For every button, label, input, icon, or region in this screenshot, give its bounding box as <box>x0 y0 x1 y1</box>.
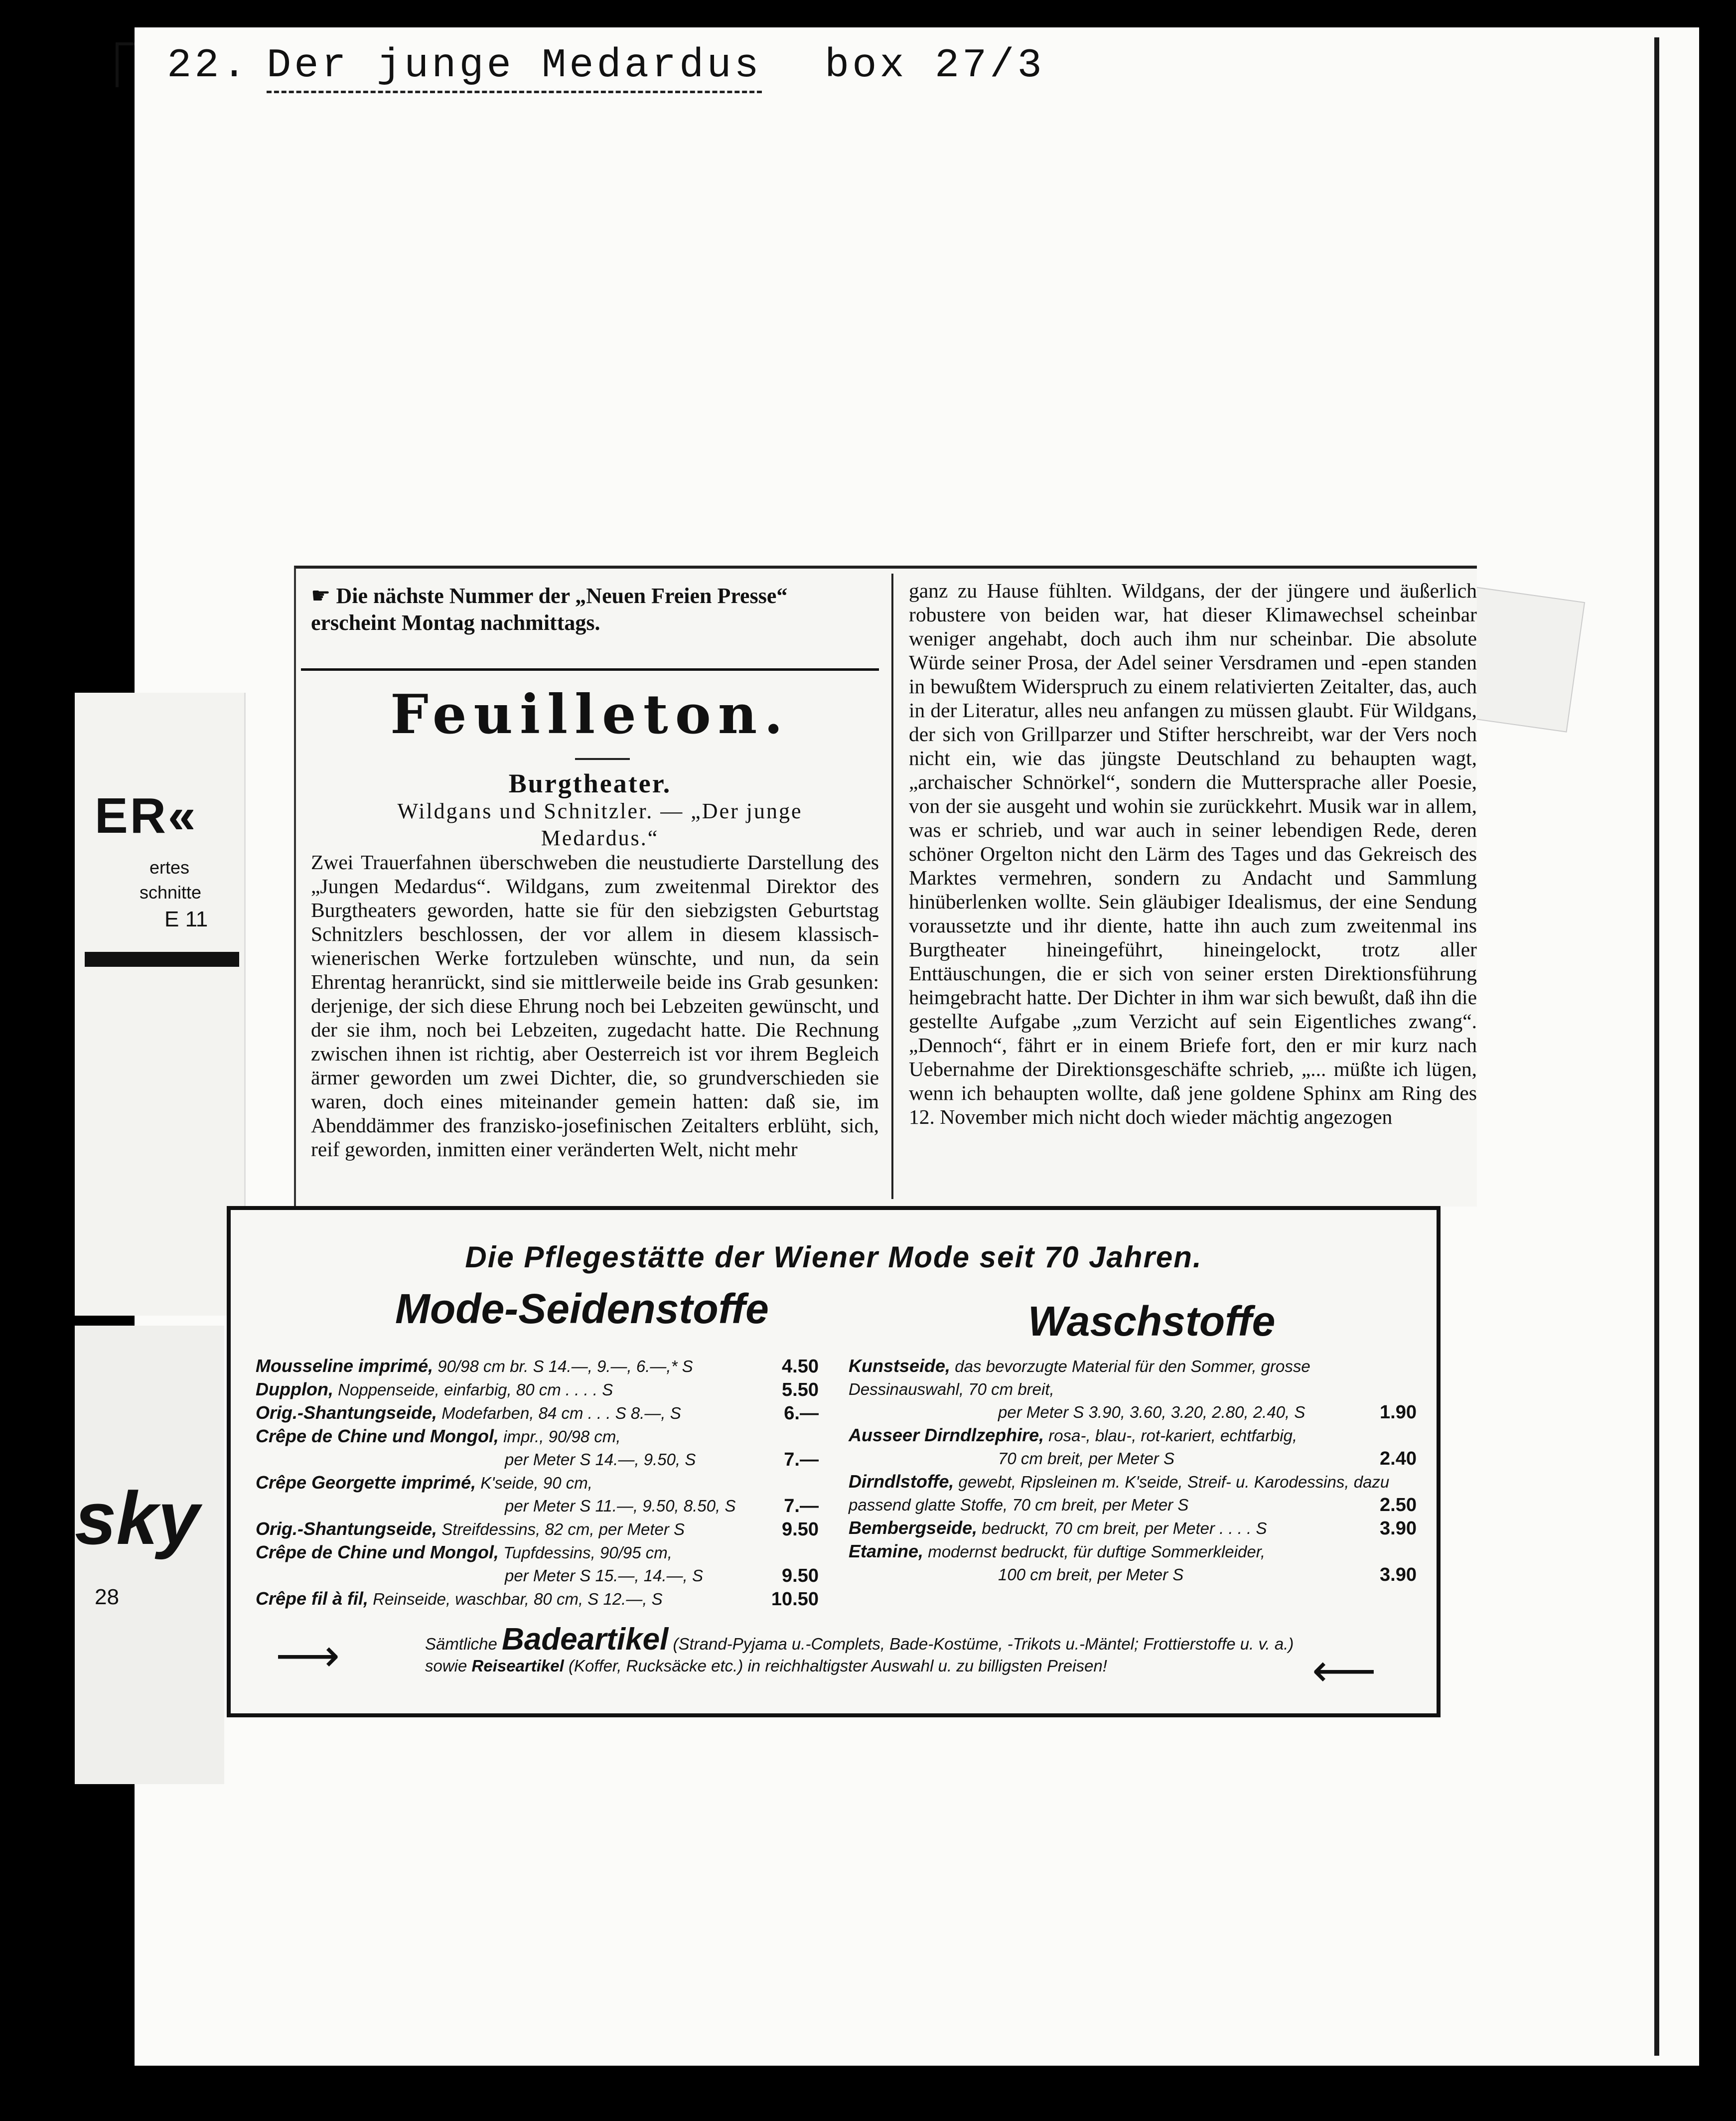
item-price: 10.50 <box>771 1589 819 1610</box>
price-item <box>849 1540 1417 1586</box>
price-item <box>256 1587 819 1611</box>
item-price: 9.50 <box>782 1519 819 1540</box>
item-name: Crêpe de Chine und Mongol, <box>256 1542 499 1562</box>
price-item <box>256 1355 819 1378</box>
feuilleton-heading: Feuilleton. <box>390 683 790 746</box>
arrow-left-icon: ⟵ <box>1312 1645 1377 1697</box>
price-item <box>256 1401 819 1425</box>
ad-footer <box>276 1622 1397 1697</box>
item-description: das bevorzugte Material für den Sommer, grosse Dessinauswahl, 70 cm breit, <box>849 1357 1310 1398</box>
item-name: Bembergseide, <box>849 1517 978 1538</box>
article-subtitle <box>326 798 874 852</box>
item-name: Ausseer Dirndlzephire, <box>849 1425 1044 1445</box>
item-description: Tupfdessins, 90/95 cm, <box>503 1543 672 1562</box>
clipping-fragment: schnitte <box>140 882 202 903</box>
item-description: rosa-, blau-, rot-kariert, echtfarbig, <box>1048 1426 1298 1445</box>
item-description: Reinseide, waschbar, 80 cm, S 12.—, S <box>373 1590 663 1608</box>
column-divider <box>891 574 893 1199</box>
item-price: 2.50 <box>1380 1495 1417 1515</box>
subtitle-line: Wildgans und Schnitzler. — „Der junge <box>397 799 803 823</box>
price-item <box>256 1378 819 1401</box>
item-description: 90/98 cm br. S 14.—, 9.—, 6.—,* S <box>437 1357 693 1375</box>
notice-rule <box>301 668 879 671</box>
item-price: 3.90 <box>1380 1518 1417 1539</box>
clipping-fragment: E 11 <box>164 907 208 931</box>
footer-prefix: Sämtliche <box>425 1635 497 1653</box>
item-description: modernst bedruckt, für duftige Sommerkleider, <box>928 1542 1266 1561</box>
item-description: impr., 90/98 cm, <box>503 1427 621 1446</box>
heading-rule <box>575 758 630 760</box>
underlying-clipping-top <box>75 693 246 1316</box>
item-description: K'seide, 90 cm, <box>480 1474 592 1492</box>
article-column-1: Zwei Trauerfahnen überschweben die neustudierte Darstellung des „Jungen Medardus“. Wildgans, zum zweitenmal Direktor des Burgtheaters geworden, hatte sie für den siebzigsten Geburtstag Schnitzlers beschlossen, der vor allem in diesem klassisch-wienerischen Werke fortzuleben wünschte, und nun, da sein Ehrentag heranrückt, sind sie mittlerweile beide ins Grab gesunken: derjenige, der sich diese Ehrung noch bei Lebzeiten gewünscht, und der sie ihm, noch bei Lebzeiten, zugedacht hatte. Die Rechnung zwischen ihnen ist richtig, aber Oesterreich ist vor ihrem Begleich ärmer geworden um zwei Dichter, die, so grundverschieden sie waren, doch eines miteinander gemein hatten: daß sie, im Abenddämmer des franzisko-josefinischen Zeitalters erblüht, sich, reif geworden, inmitten einer veränderten Welt, nicht mehr <box>311 851 879 1161</box>
item-description: bedruckt, 70 cm breit, per Meter . . . . S <box>982 1519 1267 1537</box>
price-item <box>849 1424 1417 1470</box>
right-margin-rule <box>1654 37 1659 2056</box>
clipping-rule <box>85 952 239 967</box>
clipping-logo: sky <box>75 1476 200 1560</box>
notice-line: Die nächste Nummer der „Neuen Freien Presse“ <box>336 584 788 608</box>
item-name: Dupplon, <box>256 1379 333 1399</box>
price-item <box>256 1425 819 1471</box>
item-price-line: 100 cm breit, per Meter S <box>998 1565 1184 1584</box>
newspaper-clipping <box>294 566 1477 1207</box>
price-item <box>849 1470 1417 1516</box>
item-number: 22. <box>167 42 250 89</box>
corner-mark <box>116 42 119 87</box>
item-description: gewebt, Ripsleinen m. K'seide, Streif- u. Karodessins, dazu passend glatte Stoffe, 70 cm breit, per Meter S <box>849 1473 1390 1514</box>
subtitle-line: Medardus.“ <box>541 826 659 850</box>
notice-line: erscheint Montag nachmittags. <box>311 610 600 635</box>
item-name: Mousseline imprimé, <box>256 1356 434 1376</box>
footer-text-part: (Koffer, Rucksäcke etc.) in reichhaltigster Auswahl u. zu billigsten Preisen! <box>569 1657 1107 1675</box>
clipping-fragment: ertes <box>149 857 190 878</box>
item-description: Streifdessins, 82 cm, per Meter S <box>441 1520 685 1538</box>
footer-bold: Reiseartikel <box>471 1657 564 1675</box>
item-name: Crêpe Georgette imprimé, <box>256 1472 476 1493</box>
box-reference: box 27/3 <box>825 42 1045 89</box>
item-price: 7.— <box>784 1496 819 1516</box>
item-price-line: per Meter S 3.90, 3.60, 3.20, 2.80, 2.40, S <box>998 1403 1305 1421</box>
item-price-line: per Meter S 15.—, 14.—, S <box>505 1566 703 1585</box>
item-price: 7.— <box>784 1449 819 1470</box>
price-list-right <box>849 1355 1417 1586</box>
work-title: Der junge Medardus <box>267 42 762 93</box>
item-price-line: 70 cm breit, per Meter S <box>998 1449 1174 1468</box>
price-list-left <box>256 1355 819 1611</box>
item-name: Crêpe de Chine und Mongol, <box>256 1426 499 1446</box>
item-price: 6.— <box>784 1403 819 1424</box>
item-name: Orig.-Shantungseide, <box>256 1402 437 1423</box>
section-title: Burgtheater. <box>508 768 672 798</box>
item-price: 1.90 <box>1380 1402 1417 1423</box>
footer-text-part: (Strand-Pyjama u.-Complets, Bade-Kostüme, -Trikots u.-Mäntel; Frottierstoffe u. v. a.) sowie <box>425 1635 1294 1675</box>
item-name: Kunstseide, <box>849 1356 951 1376</box>
ad-heading-right: Waschstoffe <box>1028 1298 1276 1345</box>
item-name: Orig.-Shantungseide, <box>256 1518 437 1539</box>
price-item <box>256 1517 819 1541</box>
item-price: 3.90 <box>1380 1564 1417 1585</box>
item-price: 9.50 <box>782 1565 819 1586</box>
ad-headline: Die Pflegestätte der Wiener Mode seit 70 Jahren. <box>465 1240 1202 1274</box>
arrow-right-icon: ⟶ <box>276 1630 340 1682</box>
price-item <box>849 1355 1417 1424</box>
item-price: 2.40 <box>1380 1448 1417 1469</box>
price-item <box>256 1471 819 1517</box>
price-item <box>256 1541 819 1587</box>
item-name: Crêpe fil à fil, <box>256 1588 369 1609</box>
pointing-hand-icon: ☛ <box>311 583 331 608</box>
item-name: Etamine, <box>849 1541 924 1561</box>
footer-text <box>425 1622 1302 1677</box>
article-column-2: ganz zu Hause fühlten. Wildgans, der der jüngere und äußerlich robustere von beiden war, hat dieser Klimawechsel scheinbar weniger angehabt, doch auch ihm nur scheinbar. Die absolute Würde seiner Prosa, der Adel seiner Versdramen und -epen standen in bewußtem Widerspruch zu einem relativierten Zeitalter, das, auch in der Literatur, alles neu anfangen zu müssen glaubt. Für Wildgans, der sich von Grillparzer und Stifter herschreibt, war der Vers noch nicht ein, wie das jüngste Deutschland zu behaupten wagt, „archaischer Schnörkel“, sondern die Muttersprache aller Poesie, von der sie ausgeht und wohin sie zurückkehrt. Musik war in allem, was er schrieb, und war auch in seiner lebendigen Rede, deren schöner Orgelton nicht den Lärm des Tages und das Gekreisch des Marktes vermehren, sondern zu Andacht und Sammlung hinüberlenken wollte. Sein gläubiger Idealismus, der eine Sendung voraussetzte und ihr diente, hatte ihn auch zum zweitenmal ins Burgtheater hineingeführt, hineingelockt, trotz aller Enttäuschungen, die er sich von seiner ersten Direktionsführung heimgebracht hatte. Der Dichter in ihm war sich bewußt, daß ihn die gestellte Aufgabe „zum Verzicht auf sein Eigentliches zwang“. „Dennoch“, fährt er in einem Briefe fort, den er mir kurz nach Uebernahme der Direktionsgeschäfte schrieb, „... müßte ich lügen, wenn ich behaupten wollte, daß jene goldene Sphinx am Ring des 12. November mich nicht doch wieder mächtig angezogen <box>909 579 1477 1128</box>
item-description: Modefarben, 84 cm . . . S 8.—, S <box>441 1404 681 1422</box>
advertisement <box>227 1206 1441 1717</box>
underlying-clipping-bottom <box>75 1326 224 1784</box>
clipping-number: 28 <box>95 1585 119 1609</box>
notice <box>311 583 879 636</box>
item-description: Noppenseide, einfarbig, 80 cm . . . . S <box>338 1380 613 1399</box>
price-item <box>849 1516 1417 1540</box>
ad-heading-left: Mode-Seidenstoffe <box>395 1285 769 1332</box>
item-price-line: per Meter S 14.—, 9.50, S <box>505 1450 696 1469</box>
item-name: Dirndlstoffe, <box>849 1471 954 1492</box>
clipping-brand: ER« <box>95 788 198 844</box>
item-price-line: per Meter S 11.—, 9.50, 8.50, S <box>505 1497 736 1515</box>
footer-highlight: Badeartikel <box>502 1622 669 1657</box>
item-price: 4.50 <box>782 1356 819 1377</box>
item-price: 5.50 <box>782 1379 819 1400</box>
